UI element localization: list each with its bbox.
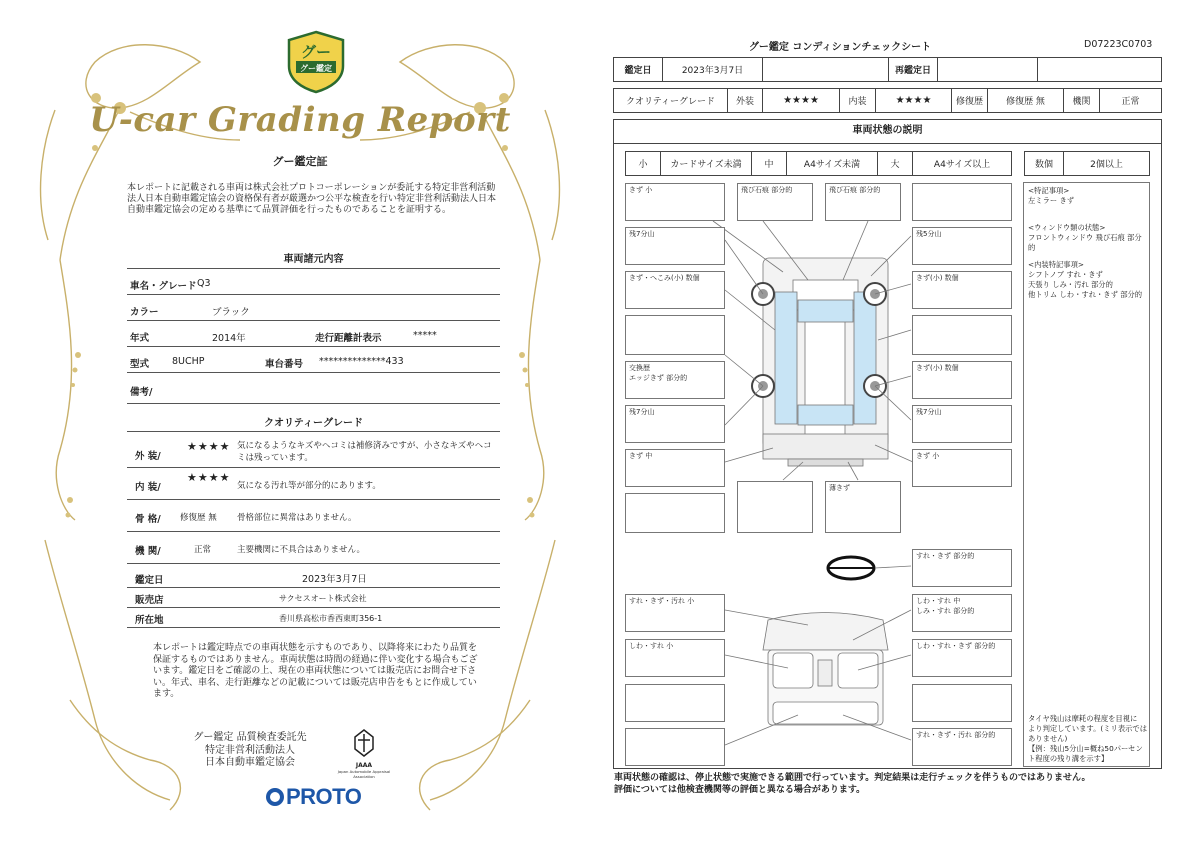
exterior-text: 気になるようなキズやヘコミは補修済みですが、小さなキズやヘコミは残っています。 <box>237 441 492 463</box>
size-large-label: 大 <box>877 151 913 176</box>
row-date <box>127 566 500 588</box>
count-value: 2個以上 <box>1063 151 1150 176</box>
issuer-line: 日本自動車鑑定協会 <box>205 757 295 768</box>
tire-note: 残7分山 <box>625 405 725 443</box>
date-value: 2023年3月7日 <box>302 574 367 585</box>
interior-label: 内装 <box>839 88 876 113</box>
damage-note: きず 中 <box>625 449 725 487</box>
window-remark: フロントウィンドウ 飛び石痕 部分的 <box>1028 233 1142 252</box>
chassis-label: 車台番号 <box>265 359 304 370</box>
model-label: 型式 <box>130 359 150 370</box>
interior-heading: <内装特記事項> <box>1028 260 1085 269</box>
tire-explanation <box>1028 714 1152 764</box>
size-large-desc: A4サイズ以上 <box>912 151 1012 176</box>
interior-note <box>625 728 725 766</box>
special-heading: <特記事項> <box>1028 186 1070 195</box>
color-label: カラー <box>130 307 159 318</box>
damage-note: きず 小 <box>625 183 725 221</box>
repair-label: 修復歴 <box>951 88 988 113</box>
sheet-footer <box>614 772 1091 796</box>
quality-heading: クオリティーグレード <box>264 418 363 429</box>
damage-note: きず 小 <box>912 449 1012 487</box>
damage-note: 飛び石痕 部分的 <box>737 183 813 221</box>
count-label: 数個 <box>1024 151 1064 176</box>
frame-label: 骨 格/ <box>135 514 161 525</box>
frame-value: 修復歴 無 <box>180 513 217 523</box>
interior-remark: 天張り しみ・汚れ 部分的 <box>1028 280 1113 289</box>
model-value: 8UCHP <box>172 356 205 367</box>
row-engine <box>127 532 500 564</box>
footer-line: 評価については他検査機関等の評価と異なる場合があります。 <box>614 785 866 795</box>
tire-line: 【例：残山5分山=概ね50パーセン <box>1028 744 1143 753</box>
name-value: Q3 <box>197 278 211 289</box>
row-frame <box>127 500 500 532</box>
goo-kantei-badge <box>285 30 347 94</box>
interior-note-line: しわ・すれ 中 <box>916 597 961 605</box>
interior-note: すれ・きず 部分的 <box>912 549 1012 587</box>
special-remark: 左ミラー きず <box>1028 196 1075 205</box>
damage-note-line: エッジきず 部分的 <box>629 373 688 382</box>
size-small-label: 小 <box>625 151 661 176</box>
divider <box>127 431 500 432</box>
interior-note: すれ・きず・汚れ 部分的 <box>912 728 1012 766</box>
damage-note: きず・へこみ(小) 数個 <box>625 271 725 309</box>
sheet-title: グー鑑定 コンディションチェックシート <box>748 42 932 53</box>
jaaa-logo <box>330 728 398 779</box>
interior-note <box>912 684 1012 722</box>
damage-note <box>625 315 725 355</box>
frame-text: 骨格部位に異常はありません。 <box>237 513 357 523</box>
tire-line: タイヤ残山は摩耗の程度を目視に <box>1028 714 1138 723</box>
remarks-panel <box>1023 182 1150 767</box>
row-remarks <box>127 374 500 404</box>
mileage-label: 走行距離計表示 <box>315 333 382 344</box>
tire-line: より判定しています。(ミリ表示では <box>1028 724 1148 733</box>
issuer-line: グー鑑定 品質検査委託先 <box>193 732 307 743</box>
size-mid-label: 中 <box>751 151 787 176</box>
interior-label: 内 装/ <box>135 482 161 493</box>
interior-note-line: しみ・すれ 部分的 <box>916 606 975 615</box>
row-exterior <box>127 434 500 468</box>
year-value: 2014年 <box>212 333 246 344</box>
damage-note <box>912 183 1012 221</box>
document-id: D07223C0703 <box>1084 39 1153 50</box>
interior-remark: シフトノブ すれ・きず <box>1028 270 1103 279</box>
repair-value: 修復歴 無 <box>987 88 1064 113</box>
engine-label: 機関 <box>1063 88 1100 113</box>
interior-stars: ★★★★ <box>875 88 952 113</box>
sheet-blank-cell <box>1037 57 1162 82</box>
jaaa-emblem-icon <box>349 728 379 758</box>
exterior-label: 外 装/ <box>135 451 161 462</box>
interior-remark: 他トリム しわ・すれ・きず 部分的 <box>1028 290 1143 299</box>
issuer-line: 特定非営利活動法人 <box>205 744 295 756</box>
sheet-redate-label: 再鑑定日 <box>888 57 938 82</box>
interior-text: 気になる汚れ等が部分的にあります。 <box>237 481 381 491</box>
jaaa-subtext: Japan Automobile Appraisal Association <box>337 769 391 779</box>
tire-note: 残7分山 <box>912 405 1012 443</box>
damage-note <box>625 493 725 533</box>
dealer-value: サクセスオート株式会社 <box>279 594 367 603</box>
divider <box>127 268 500 269</box>
condition-heading: 車両状態の説明 <box>613 119 1162 144</box>
size-mid-desc: A4サイズ未満 <box>786 151 878 176</box>
row-model <box>127 348 500 373</box>
mileage-value: ***** <box>413 330 437 341</box>
proto-logo <box>266 784 361 810</box>
date-label: 鑑定日 <box>135 575 164 586</box>
interior-note: しわ・すれ 小 <box>625 639 725 677</box>
engine-value: 正常 <box>1099 88 1162 113</box>
tire-note: 残7分山 <box>625 227 725 265</box>
dealer-label: 販売店 <box>135 595 164 606</box>
tire-line: ト程度の残り溝を示す】 <box>1028 754 1109 763</box>
size-small-desc: カードサイズ未満 <box>660 151 752 176</box>
row-location <box>127 608 500 628</box>
color-value: ブラック <box>212 307 250 318</box>
damage-note <box>912 315 1012 355</box>
row-name <box>127 270 500 295</box>
certificate-intro: 本レポートに記載される車両は株式会社プロトコーポレーションが委託する特定非営利活動法人日本自動車鑑定協会の資格保有者が厳選かつ公平な検査を行い特定非営利活動法人日本自動車鑑定協会の定める基準にて品質評価を行ったものであることを証明する。 <box>127 183 497 215</box>
interior-note <box>912 594 1012 632</box>
quality-label: クオリティーグレード <box>613 88 728 113</box>
row-dealer <box>127 588 500 608</box>
damage-note-line: 交換歴 <box>629 364 650 372</box>
window-heading: <ウィンドウ類の状態> <box>1028 223 1106 232</box>
proto-mark-icon <box>266 788 284 806</box>
sheet-redate-value <box>937 57 1038 82</box>
certificate-subtitle: グー鑑定証 <box>272 155 328 168</box>
svg-text:グー: グー <box>300 43 332 61</box>
interior-note: しわ・すれ・きず 部分的 <box>912 639 1012 677</box>
interior-note: すれ・きず・汚れ 小 <box>625 594 725 632</box>
certificate-note: 本レポートは鑑定時点での車両状態を示すものであり、以降将来にわたり品質を保証するものではありません。車両状態は時間の経過に伴い変化する場合もございます。鑑定日をご確認の上、現在の車両状態については販売店にお問合せ下さい。年式、車名、走行距離などの記載については販売店申告をもとに作成しています。 <box>153 643 478 699</box>
damage-note: きず(小) 数個 <box>912 271 1012 309</box>
row-color <box>127 296 500 321</box>
sheet-date-value: 2023年3月7日 <box>662 57 763 82</box>
footer-line: 車両状態の確認は、停止状態で実施できる範囲で行っています。判定結果は走行チェックを伴うものではありません。 <box>614 773 1091 783</box>
name-label: 車名・グレード <box>130 281 197 292</box>
row-year <box>127 322 500 347</box>
sheet-date-label: 鑑定日 <box>613 57 663 82</box>
engine-value: 正常 <box>194 545 212 555</box>
badge-label: グー鑑定 <box>300 64 332 73</box>
jaaa-text: JAAA <box>355 762 373 769</box>
exterior-stars: ★★★★ <box>187 440 231 453</box>
exterior-label: 外装 <box>727 88 763 113</box>
report-title: U-car Grading Report <box>89 100 511 140</box>
remarks-label: 備考/ <box>130 387 153 398</box>
year-label: 年式 <box>130 333 150 344</box>
damage-note: 飛び石痕 部分的 <box>825 183 901 221</box>
chassis-value: **************433 <box>319 356 404 367</box>
exterior-stars: ★★★★ <box>762 88 840 113</box>
damage-note <box>625 361 725 399</box>
location-label: 所在地 <box>135 615 164 626</box>
proto-wordmark: PROTO <box>286 784 362 809</box>
tire-line: ありません) <box>1028 734 1068 743</box>
damage-note: きず(小) 数個 <box>912 361 1012 399</box>
location-value: 香川県高松市香西東町356-1 <box>279 614 383 623</box>
row-interior <box>127 468 500 500</box>
damage-note: 薄きず <box>825 481 901 533</box>
damage-note <box>737 481 813 533</box>
interior-note <box>625 684 725 722</box>
sheet-blank-cell <box>762 57 889 82</box>
engine-label: 機 関/ <box>135 546 161 557</box>
interior-stars: ★★★★ <box>187 471 231 484</box>
spec-heading: 車両諸元内容 <box>283 254 344 265</box>
tire-note: 残5分山 <box>912 227 1012 265</box>
issuer-block <box>180 732 320 770</box>
engine-text: 主要機関に不具合はありません。 <box>237 545 366 555</box>
